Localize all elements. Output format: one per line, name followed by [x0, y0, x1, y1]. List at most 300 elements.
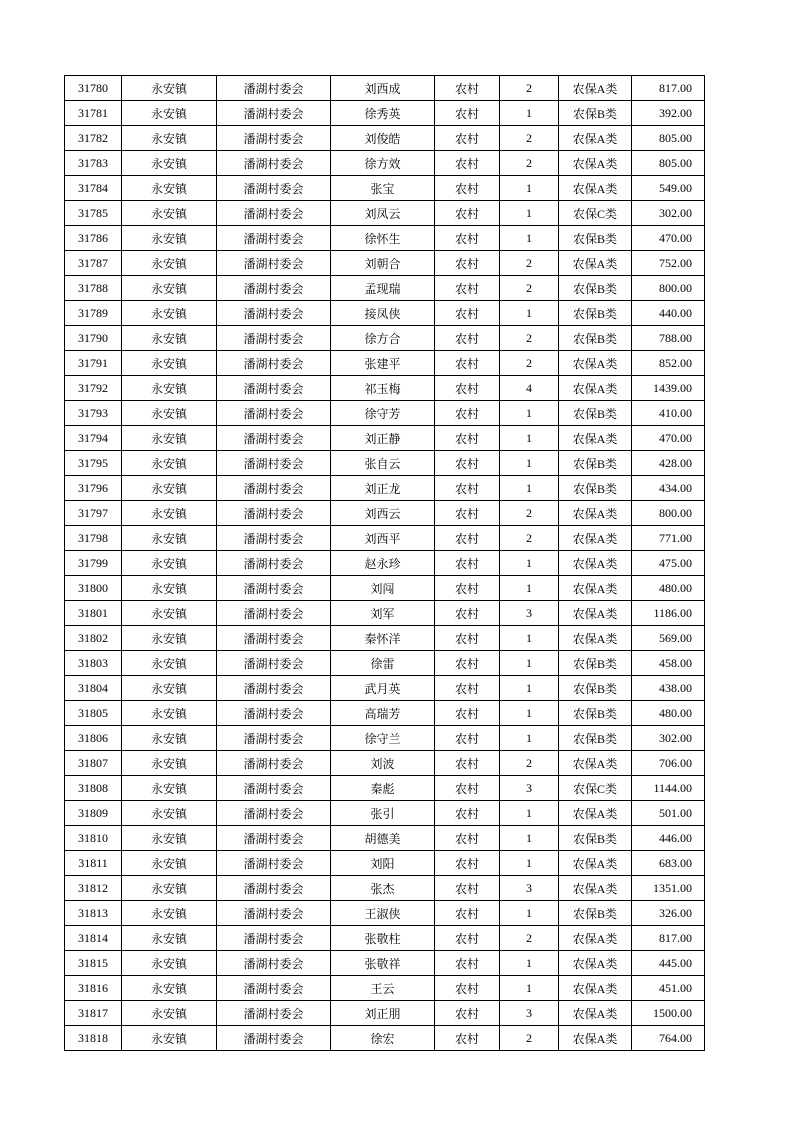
cell-category: 农保A类: [559, 926, 632, 951]
cell-name: 徐守兰: [331, 726, 435, 751]
cell-id: 31784: [65, 176, 122, 201]
cell-name: 刘阳: [331, 851, 435, 876]
cell-count: 2: [500, 276, 559, 301]
table-row: [65, 326, 705, 351]
cell-type: 农村: [435, 876, 500, 901]
cell-type: 农村: [435, 476, 500, 501]
cell-id: 31817: [65, 1001, 122, 1026]
cell-name: 徐宏: [331, 1026, 435, 1051]
cell-committee: 潘湖村委会: [217, 751, 331, 776]
cell-amount: 392.00: [632, 101, 705, 126]
cell-amount: 445.00: [632, 951, 705, 976]
cell-category: 农保A类: [559, 351, 632, 376]
cell-town: 永安镇: [122, 226, 217, 251]
cell-id: 31790: [65, 326, 122, 351]
cell-amount: 480.00: [632, 701, 705, 726]
cell-type: 农村: [435, 901, 500, 926]
cell-type: 农村: [435, 701, 500, 726]
cell-id: 31809: [65, 801, 122, 826]
cell-count: 1: [500, 176, 559, 201]
cell-category: 农保B类: [559, 226, 632, 251]
cell-category: 农保B类: [559, 101, 632, 126]
cell-amount: 451.00: [632, 976, 705, 1001]
table-row: [65, 401, 705, 426]
table-row: [65, 201, 705, 226]
cell-category: 农保B类: [559, 726, 632, 751]
cell-town: 永安镇: [122, 76, 217, 101]
cell-committee: 潘湖村委会: [217, 626, 331, 651]
cell-type: 农村: [435, 501, 500, 526]
cell-id: 31794: [65, 426, 122, 451]
cell-amount: 706.00: [632, 751, 705, 776]
cell-name: 刘闯: [331, 576, 435, 601]
cell-name: 刘西云: [331, 501, 435, 526]
cell-town: 永安镇: [122, 801, 217, 826]
cell-amount: 817.00: [632, 76, 705, 101]
cell-category: 农保B类: [559, 326, 632, 351]
cell-committee: 潘湖村委会: [217, 901, 331, 926]
cell-town: 永安镇: [122, 951, 217, 976]
cell-category: 农保A类: [559, 876, 632, 901]
cell-town: 永安镇: [122, 351, 217, 376]
cell-category: 农保A类: [559, 626, 632, 651]
cell-committee: 潘湖村委会: [217, 376, 331, 401]
cell-amount: 458.00: [632, 651, 705, 676]
cell-id: 31814: [65, 926, 122, 951]
cell-category: 农保B类: [559, 651, 632, 676]
table-row: [65, 476, 705, 501]
cell-type: 农村: [435, 376, 500, 401]
cell-type: 农村: [435, 751, 500, 776]
cell-committee: 潘湖村委会: [217, 576, 331, 601]
cell-committee: 潘湖村委会: [217, 851, 331, 876]
cell-count: 2: [500, 526, 559, 551]
cell-committee: 潘湖村委会: [217, 651, 331, 676]
table-row: [65, 901, 705, 926]
cell-town: 永安镇: [122, 576, 217, 601]
cell-count: 1: [500, 801, 559, 826]
cell-amount: 1186.00: [632, 601, 705, 626]
table-row: [65, 876, 705, 901]
cell-count: 2: [500, 501, 559, 526]
cell-category: 农保A类: [559, 1026, 632, 1051]
cell-committee: 潘湖村委会: [217, 601, 331, 626]
cell-count: 1: [500, 476, 559, 501]
cell-id: 31808: [65, 776, 122, 801]
cell-category: 农保B类: [559, 901, 632, 926]
cell-committee: 潘湖村委会: [217, 176, 331, 201]
table-row: [65, 976, 705, 1001]
cell-town: 永安镇: [122, 276, 217, 301]
cell-count: 3: [500, 876, 559, 901]
cell-count: 1: [500, 851, 559, 876]
cell-category: 农保A类: [559, 251, 632, 276]
cell-amount: 683.00: [632, 851, 705, 876]
table-row: [65, 376, 705, 401]
benefits-table-body: [65, 76, 705, 1051]
cell-type: 农村: [435, 401, 500, 426]
cell-id: 31788: [65, 276, 122, 301]
cell-town: 永安镇: [122, 451, 217, 476]
cell-type: 农村: [435, 926, 500, 951]
cell-count: 1: [500, 401, 559, 426]
table-row: [65, 601, 705, 626]
cell-town: 永安镇: [122, 901, 217, 926]
cell-count: 2: [500, 926, 559, 951]
cell-amount: 569.00: [632, 626, 705, 651]
cell-name: 徐怀生: [331, 226, 435, 251]
cell-type: 农村: [435, 651, 500, 676]
cell-amount: 438.00: [632, 676, 705, 701]
cell-id: 31804: [65, 676, 122, 701]
table-row: [65, 226, 705, 251]
cell-category: 农保A类: [559, 576, 632, 601]
cell-amount: 1144.00: [632, 776, 705, 801]
cell-name: 徐方合: [331, 326, 435, 351]
cell-committee: 潘湖村委会: [217, 951, 331, 976]
cell-amount: 470.00: [632, 426, 705, 451]
cell-type: 农村: [435, 301, 500, 326]
cell-town: 永安镇: [122, 1026, 217, 1051]
cell-name: 刘西平: [331, 526, 435, 551]
cell-category: 农保A类: [559, 126, 632, 151]
cell-town: 永安镇: [122, 851, 217, 876]
cell-category: 农保B类: [559, 451, 632, 476]
cell-category: 农保B类: [559, 401, 632, 426]
cell-name: 张敬祥: [331, 951, 435, 976]
table-row: [65, 451, 705, 476]
cell-committee: 潘湖村委会: [217, 1026, 331, 1051]
cell-amount: 771.00: [632, 526, 705, 551]
cell-town: 永安镇: [122, 526, 217, 551]
cell-amount: 302.00: [632, 726, 705, 751]
cell-name: 徐方效: [331, 151, 435, 176]
cell-type: 农村: [435, 351, 500, 376]
cell-count: 1: [500, 226, 559, 251]
table-row: [65, 676, 705, 701]
cell-town: 永安镇: [122, 676, 217, 701]
cell-name: 刘朝合: [331, 251, 435, 276]
cell-town: 永安镇: [122, 726, 217, 751]
cell-type: 农村: [435, 276, 500, 301]
cell-name: 徐雷: [331, 651, 435, 676]
cell-town: 永安镇: [122, 1001, 217, 1026]
cell-type: 农村: [435, 151, 500, 176]
cell-type: 农村: [435, 951, 500, 976]
cell-id: 31818: [65, 1026, 122, 1051]
cell-committee: 潘湖村委会: [217, 526, 331, 551]
cell-committee: 潘湖村委会: [217, 451, 331, 476]
cell-amount: 428.00: [632, 451, 705, 476]
cell-town: 永安镇: [122, 151, 217, 176]
cell-name: 刘凤云: [331, 201, 435, 226]
cell-category: 农保A类: [559, 376, 632, 401]
cell-id: 31801: [65, 601, 122, 626]
cell-category: 农保A类: [559, 601, 632, 626]
cell-id: 31780: [65, 76, 122, 101]
cell-name: 张杰: [331, 876, 435, 901]
table-row: [65, 301, 705, 326]
cell-category: 农保A类: [559, 751, 632, 776]
cell-committee: 潘湖村委会: [217, 226, 331, 251]
table-row: [65, 776, 705, 801]
cell-type: 农村: [435, 426, 500, 451]
cell-type: 农村: [435, 176, 500, 201]
table-row: [65, 626, 705, 651]
table-row: [65, 826, 705, 851]
cell-town: 永安镇: [122, 776, 217, 801]
cell-type: 农村: [435, 851, 500, 876]
cell-name: 祁玉梅: [331, 376, 435, 401]
cell-type: 农村: [435, 676, 500, 701]
cell-amount: 1351.00: [632, 876, 705, 901]
cell-category: 农保B类: [559, 676, 632, 701]
table-row: [65, 1001, 705, 1026]
cell-town: 永安镇: [122, 701, 217, 726]
cell-id: 31815: [65, 951, 122, 976]
cell-category: 农保A类: [559, 501, 632, 526]
cell-id: 31793: [65, 401, 122, 426]
cell-count: 2: [500, 151, 559, 176]
cell-category: 农保B类: [559, 276, 632, 301]
cell-amount: 788.00: [632, 326, 705, 351]
cell-category: 农保C类: [559, 776, 632, 801]
cell-type: 农村: [435, 201, 500, 226]
cell-town: 永安镇: [122, 751, 217, 776]
cell-id: 31785: [65, 201, 122, 226]
table-row: [65, 1026, 705, 1051]
cell-town: 永安镇: [122, 501, 217, 526]
cell-amount: 446.00: [632, 826, 705, 851]
cell-name: 张引: [331, 801, 435, 826]
cell-id: 31805: [65, 701, 122, 726]
cell-name: 接凤侠: [331, 301, 435, 326]
cell-count: 1: [500, 951, 559, 976]
cell-type: 农村: [435, 451, 500, 476]
cell-committee: 潘湖村委会: [217, 301, 331, 326]
cell-committee: 潘湖村委会: [217, 1001, 331, 1026]
cell-committee: 潘湖村委会: [217, 551, 331, 576]
table-row: [65, 926, 705, 951]
cell-count: 4: [500, 376, 559, 401]
table-row: [65, 76, 705, 101]
table-row: [65, 851, 705, 876]
table-row: [65, 501, 705, 526]
table-row: [65, 751, 705, 776]
cell-town: 永安镇: [122, 301, 217, 326]
cell-category: 农保A类: [559, 1001, 632, 1026]
cell-category: 农保A类: [559, 851, 632, 876]
cell-id: 31803: [65, 651, 122, 676]
cell-count: 2: [500, 351, 559, 376]
cell-name: 刘军: [331, 601, 435, 626]
cell-id: 31799: [65, 551, 122, 576]
cell-amount: 800.00: [632, 276, 705, 301]
cell-count: 1: [500, 701, 559, 726]
cell-name: 秦怀洋: [331, 626, 435, 651]
cell-count: 1: [500, 301, 559, 326]
cell-amount: 501.00: [632, 801, 705, 826]
table-row: [65, 726, 705, 751]
cell-town: 永安镇: [122, 651, 217, 676]
cell-committee: 潘湖村委会: [217, 701, 331, 726]
table-row: [65, 801, 705, 826]
cell-id: 31806: [65, 726, 122, 751]
cell-type: 农村: [435, 226, 500, 251]
cell-town: 永安镇: [122, 876, 217, 901]
cell-category: 农保A类: [559, 426, 632, 451]
cell-category: 农保B类: [559, 701, 632, 726]
cell-id: 31816: [65, 976, 122, 1001]
cell-amount: 475.00: [632, 551, 705, 576]
cell-committee: 潘湖村委会: [217, 801, 331, 826]
cell-id: 31810: [65, 826, 122, 851]
cell-town: 永安镇: [122, 201, 217, 226]
cell-town: 永安镇: [122, 626, 217, 651]
cell-town: 永安镇: [122, 976, 217, 1001]
cell-count: 1: [500, 201, 559, 226]
cell-committee: 潘湖村委会: [217, 201, 331, 226]
cell-committee: 潘湖村委会: [217, 426, 331, 451]
cell-id: 31787: [65, 251, 122, 276]
cell-count: 1: [500, 576, 559, 601]
cell-count: 3: [500, 776, 559, 801]
cell-type: 农村: [435, 326, 500, 351]
table-row: [65, 951, 705, 976]
cell-committee: 潘湖村委会: [217, 276, 331, 301]
cell-count: 1: [500, 451, 559, 476]
cell-type: 农村: [435, 1001, 500, 1026]
cell-id: 31802: [65, 626, 122, 651]
cell-id: 31795: [65, 451, 122, 476]
cell-count: 2: [500, 326, 559, 351]
cell-count: 1: [500, 676, 559, 701]
cell-name: 刘俊皓: [331, 126, 435, 151]
cell-amount: 470.00: [632, 226, 705, 251]
cell-type: 农村: [435, 101, 500, 126]
cell-amount: 480.00: [632, 576, 705, 601]
cell-amount: 752.00: [632, 251, 705, 276]
table-row: [65, 551, 705, 576]
cell-id: 31782: [65, 126, 122, 151]
cell-count: 1: [500, 976, 559, 1001]
cell-id: 31781: [65, 101, 122, 126]
cell-amount: 852.00: [632, 351, 705, 376]
cell-type: 农村: [435, 576, 500, 601]
table-row: [65, 251, 705, 276]
cell-amount: 805.00: [632, 126, 705, 151]
cell-id: 31813: [65, 901, 122, 926]
table-row: [65, 651, 705, 676]
cell-amount: 1500.00: [632, 1001, 705, 1026]
cell-amount: 800.00: [632, 501, 705, 526]
cell-town: 永安镇: [122, 426, 217, 451]
cell-committee: 潘湖村委会: [217, 826, 331, 851]
cell-name: 王淑侠: [331, 901, 435, 926]
cell-town: 永安镇: [122, 126, 217, 151]
cell-committee: 潘湖村委会: [217, 476, 331, 501]
cell-id: 31807: [65, 751, 122, 776]
cell-committee: 潘湖村委会: [217, 776, 331, 801]
cell-name: 徐秀英: [331, 101, 435, 126]
cell-count: 2: [500, 76, 559, 101]
cell-category: 农保A类: [559, 801, 632, 826]
cell-count: 1: [500, 651, 559, 676]
cell-amount: 326.00: [632, 901, 705, 926]
cell-amount: 764.00: [632, 1026, 705, 1051]
table-row: [65, 426, 705, 451]
cell-type: 农村: [435, 601, 500, 626]
cell-name: 孟现瑞: [331, 276, 435, 301]
cell-name: 刘正朋: [331, 1001, 435, 1026]
cell-town: 永安镇: [122, 176, 217, 201]
cell-committee: 潘湖村委会: [217, 401, 331, 426]
table-row: [65, 276, 705, 301]
cell-name: 秦彪: [331, 776, 435, 801]
cell-name: 刘正静: [331, 426, 435, 451]
cell-category: 农保A类: [559, 551, 632, 576]
cell-town: 永安镇: [122, 376, 217, 401]
cell-category: 农保A类: [559, 976, 632, 1001]
cell-category: 农保A类: [559, 76, 632, 101]
table-row: [65, 176, 705, 201]
cell-committee: 潘湖村委会: [217, 251, 331, 276]
cell-type: 农村: [435, 76, 500, 101]
table-row: [65, 151, 705, 176]
cell-committee: 潘湖村委会: [217, 976, 331, 1001]
cell-category: 农保A类: [559, 526, 632, 551]
cell-type: 农村: [435, 526, 500, 551]
cell-name: 赵永珍: [331, 551, 435, 576]
cell-id: 31792: [65, 376, 122, 401]
cell-committee: 潘湖村委会: [217, 351, 331, 376]
cell-id: 31800: [65, 576, 122, 601]
cell-count: 2: [500, 251, 559, 276]
cell-category: 农保B类: [559, 476, 632, 501]
cell-committee: 潘湖村委会: [217, 76, 331, 101]
cell-category: 农保A类: [559, 951, 632, 976]
cell-name: 张自云: [331, 451, 435, 476]
cell-town: 永安镇: [122, 826, 217, 851]
cell-category: 农保A类: [559, 176, 632, 201]
cell-type: 农村: [435, 826, 500, 851]
cell-name: 张建平: [331, 351, 435, 376]
cell-count: 1: [500, 826, 559, 851]
cell-id: 31789: [65, 301, 122, 326]
cell-committee: 潘湖村委会: [217, 676, 331, 701]
cell-town: 永安镇: [122, 601, 217, 626]
cell-type: 农村: [435, 726, 500, 751]
cell-town: 永安镇: [122, 926, 217, 951]
cell-name: 徐守芳: [331, 401, 435, 426]
cell-id: 31786: [65, 226, 122, 251]
cell-category: 农保B类: [559, 826, 632, 851]
table-row: [65, 526, 705, 551]
cell-amount: 1439.00: [632, 376, 705, 401]
cell-name: 王云: [331, 976, 435, 1001]
cell-id: 31797: [65, 501, 122, 526]
cell-count: 1: [500, 901, 559, 926]
cell-id: 31791: [65, 351, 122, 376]
table-row: [65, 701, 705, 726]
cell-id: 31798: [65, 526, 122, 551]
cell-amount: 549.00: [632, 176, 705, 201]
cell-amount: 302.00: [632, 201, 705, 226]
cell-town: 永安镇: [122, 326, 217, 351]
cell-town: 永安镇: [122, 551, 217, 576]
cell-category: 农保B类: [559, 301, 632, 326]
cell-name: 武月英: [331, 676, 435, 701]
